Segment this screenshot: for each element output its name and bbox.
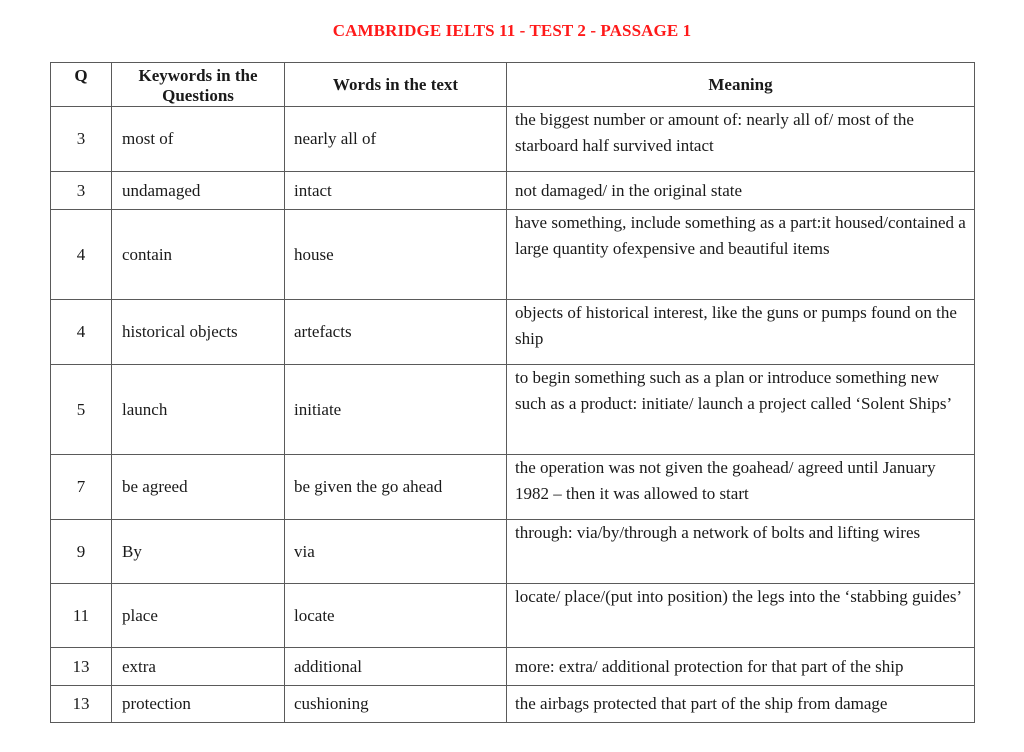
meaning-cell: more: extra/ additional protection for that part of the ship <box>507 648 975 686</box>
table-row <box>51 520 975 584</box>
table-row <box>51 455 975 520</box>
question-number: 4 <box>51 210 112 300</box>
column-header-words-in-text: Words in the text <box>285 63 507 107</box>
keyword-cell: undamaged <box>112 172 285 210</box>
word-in-text-cell: nearly all of <box>285 107 507 172</box>
keyword-cell: be agreed <box>112 455 285 520</box>
keyword-cell: launch <box>112 365 285 455</box>
word-in-text-cell: locate <box>285 584 507 648</box>
question-number: 7 <box>51 455 112 520</box>
meaning-cell: to begin something such as a plan or introduce something new such as a product: initiate/ launch a project called ‘Solent Ships’ <box>507 365 975 455</box>
word-in-text-cell: initiate <box>285 365 507 455</box>
word-in-text-cell: intact <box>285 172 507 210</box>
table-row <box>51 584 975 648</box>
table-row <box>51 365 975 455</box>
meaning-cell: the biggest number or amount of: nearly all of/ most of the starboard half survived intact <box>507 107 975 172</box>
column-header-meaning: Meaning <box>507 63 975 107</box>
keyword-cell: extra <box>112 648 285 686</box>
keyword-cell: most of <box>112 107 285 172</box>
keyword-cell: contain <box>112 210 285 300</box>
column-header-q: Q <box>51 63 112 107</box>
table-row <box>51 172 975 210</box>
word-in-text-cell: via <box>285 520 507 584</box>
question-number: 13 <box>51 686 112 723</box>
table-header-row <box>51 63 975 107</box>
table-row <box>51 107 975 172</box>
word-in-text-cell: artefacts <box>285 300 507 365</box>
word-in-text-cell: additional <box>285 648 507 686</box>
question-number: 13 <box>51 648 112 686</box>
meaning-cell: the operation was not given the goahead/ agreed until January 1982 – then it was allowed to start <box>507 455 975 520</box>
meaning-cell: through: via/by/through a network of bolts and lifting wires <box>507 520 975 584</box>
table-row <box>51 210 975 300</box>
table-row <box>51 648 975 686</box>
word-in-text-cell: be given the go ahead <box>285 455 507 520</box>
column-header-keywords: Keywords in the Questions <box>112 63 285 107</box>
question-number: 3 <box>51 107 112 172</box>
question-number: 5 <box>51 365 112 455</box>
table-row <box>51 686 975 723</box>
keyword-cell: historical objects <box>112 300 285 365</box>
question-number: 3 <box>51 172 112 210</box>
keyword-cell: protection <box>112 686 285 723</box>
meaning-cell: have something, include something as a part:it housed/contained a large quantity ofexpensive and beautiful items <box>507 210 975 300</box>
word-in-text-cell: cushioning <box>285 686 507 723</box>
keyword-cell: place <box>112 584 285 648</box>
vocabulary-table <box>50 62 975 723</box>
question-number: 4 <box>51 300 112 365</box>
word-in-text-cell: house <box>285 210 507 300</box>
document-title: CAMBRIDGE IELTS 11 - TEST 2 - PASSAGE 1 <box>332 21 692 40</box>
meaning-cell: the airbags protected that part of the ship from damage <box>507 686 975 723</box>
meaning-cell: not damaged/ in the original state <box>507 172 975 210</box>
question-number: 11 <box>51 584 112 648</box>
meaning-cell: locate/ place/(put into position) the legs into the ‘stabbing guides’ <box>507 584 975 648</box>
question-number: 9 <box>51 520 112 584</box>
table-row <box>51 300 975 365</box>
keyword-cell: By <box>112 520 285 584</box>
meaning-cell: objects of historical interest, like the guns or pumps found on the ship <box>507 300 975 365</box>
